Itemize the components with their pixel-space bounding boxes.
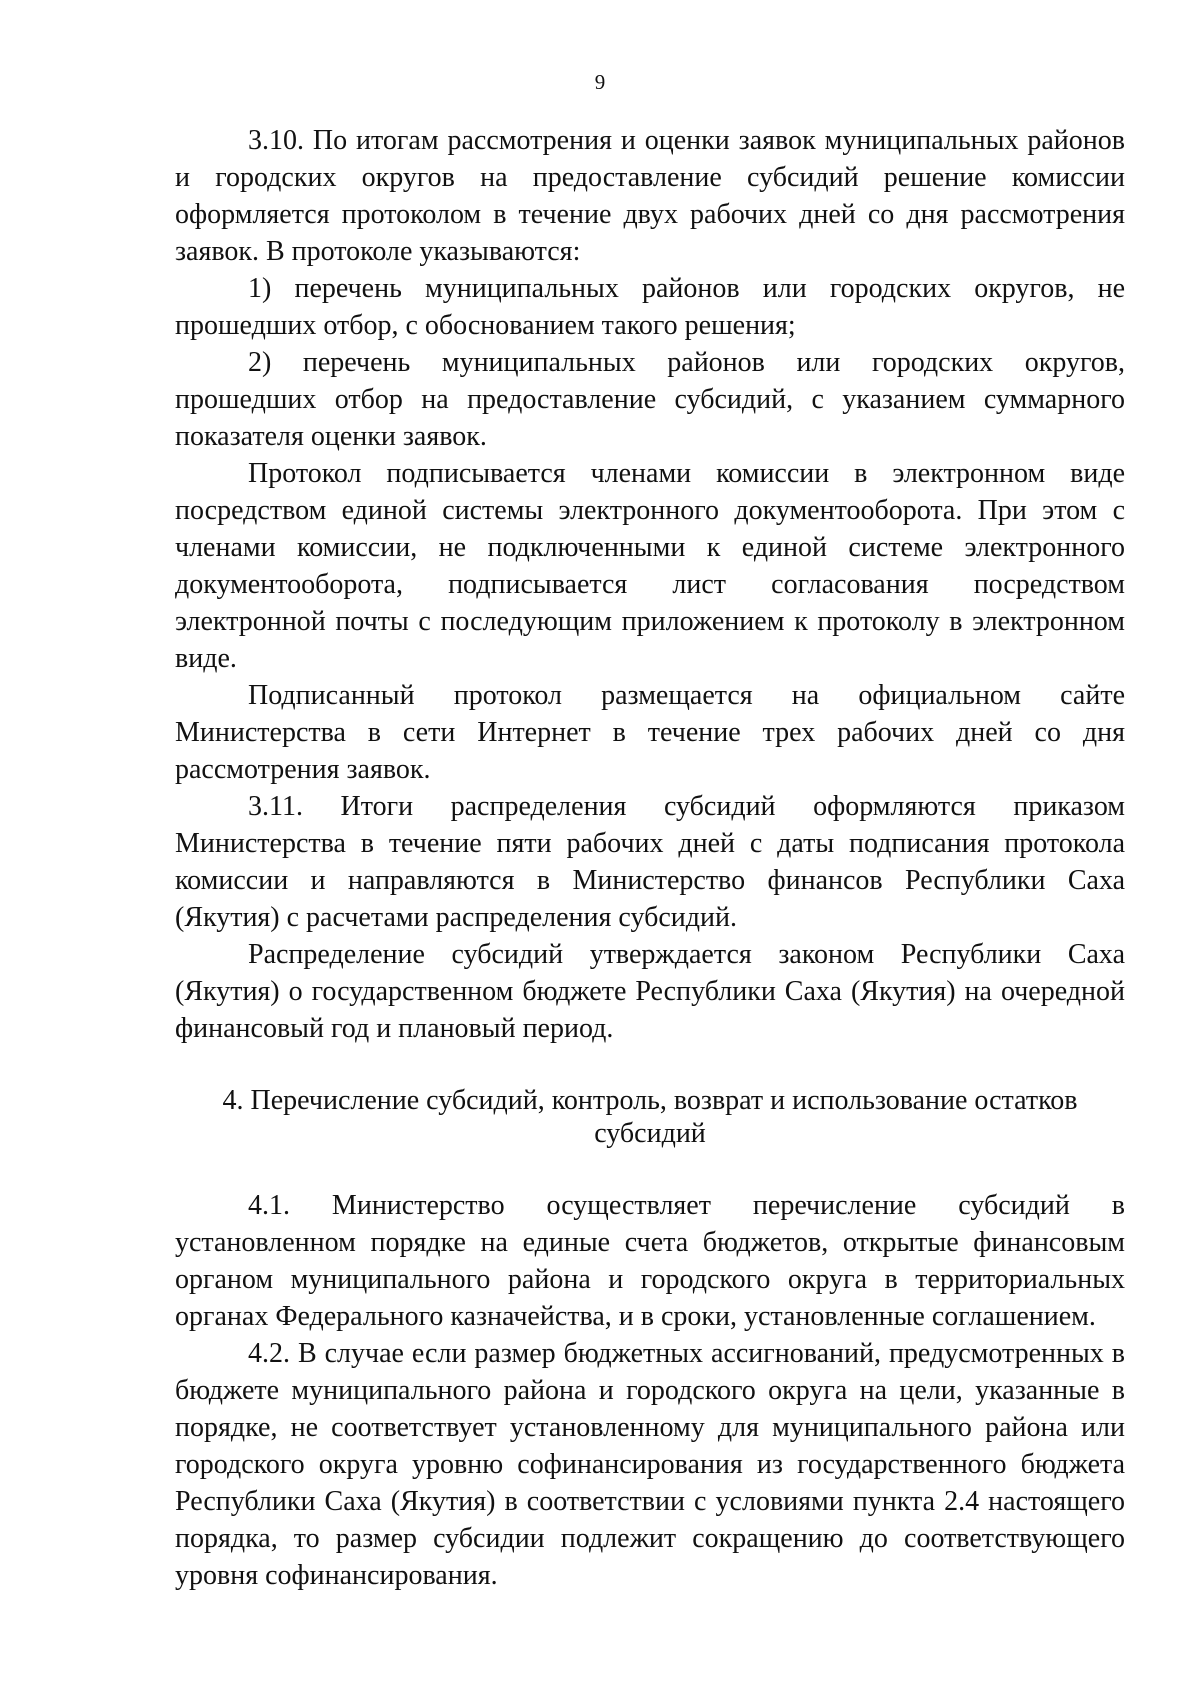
document-body	[175, 122, 1125, 1594]
paragraph-3-11: 3.11. Итоги распределения субсидий оформляются приказом Министерства в течение пяти рабочих дней с даты подписания протокола комиссии и направляются в Министерство финансов Республики Саха (Якутия) с расчетами распределения субсидий.	[175, 791, 1125, 933]
paragraph-4-2: 4.2. В случае если размер бюджетных ассигнований, предусмотренных в бюджете муниципального района и городского округа на цели, указанные в порядке, не соответствует установленному для муниципального района или городского округа уровню софинансирования из государственного бюджета Республики Саха (Якутия) в соответствии с условиями пункта 2.4 настоящего порядка, то размер субсидии подлежит сокращению до соответствующего уровня софинансирования.	[175, 1338, 1125, 1591]
list-item-2: 2) перечень муниципальных районов или городских округов, прошедших отбор на предоставление субсидий, с указанием суммарного показателя оценки заявок.	[175, 347, 1125, 452]
paragraph-3-10: 3.10. По итогам рассмотрения и оценки заявок муниципальных районов и городских округов на предоставление субсидий решение комиссии оформляется протоколом в течение двух рабочих дней со дня рассмотрения заявок. В протоколе указываются:	[175, 125, 1125, 267]
paragraph-protocol-signing: Протокол подписывается членами комиссии в электронном виде посредством единой системы электронного документооборота. При этом с членами комиссии, не подключенными к единой системе электронного документооборота, подписывается лист согласования посредством электронной почты с последующим приложением к протоколу в электронном виде.	[175, 458, 1125, 674]
paragraph-distribution-approval: Распределение субсидий утверждается законом Республики Саха (Якутия) о государственном бюджете Республики Саха (Якутия) на очередной финансовый год и плановый период.	[175, 939, 1125, 1044]
list-item-1: 1) перечень муниципальных районов или городских округов, не прошедших отбор, с обоснованием такого решения;	[175, 273, 1125, 341]
section-heading: 4. Перечисление субсидий, контроль, возврат и использование остатков субсидий	[222, 1085, 1078, 1149]
paragraph-protocol-publication: Подписанный протокол размещается на официальном сайте Министерства в сети Интернет в течение трех рабочих дней со дня рассмотрения заявок.	[175, 680, 1125, 785]
page-number: 9	[594, 70, 606, 94]
paragraph-4-1: 4.1. Министерство осуществляет перечисление субсидий в установленном порядке на единые счета бюджетов, открытые финансовым органом муниципального района и городского округа в территориальных органах Федерального казначейства, и в сроки, установленные соглашением.	[175, 1190, 1125, 1332]
